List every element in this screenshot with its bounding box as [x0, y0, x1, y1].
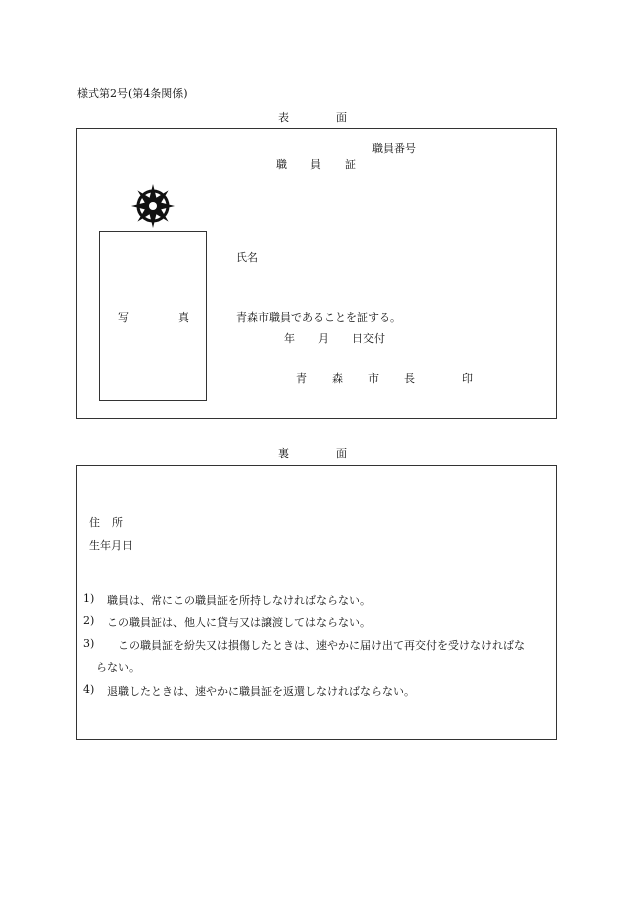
rule-4-text: 退職したときは、速やかに職員証を返還しなければならない。: [107, 685, 415, 698]
rule-1-number: 1): [83, 592, 95, 605]
form-number-header: 様式第2号(第4条関係): [77, 87, 188, 100]
photo-label-char-1: 写: [118, 311, 129, 324]
rule-2-text: この職員証は、他人に貸与又は譲渡してはならない。: [107, 616, 371, 629]
rule-3-number: 3): [83, 637, 95, 650]
front-heading-1: 表: [278, 111, 289, 124]
back-heading-2: 面: [336, 447, 347, 460]
front-heading-2: 面: [336, 111, 347, 124]
rule-3-continuation: らない。: [96, 661, 140, 674]
mayor-char-4: 長: [404, 372, 415, 385]
rule-3-text: この職員証を紛失又は損傷したときは、速やかに届け出て再交付を受けなければな: [118, 639, 525, 652]
card-title-char-3: 証: [345, 158, 356, 171]
card-title-char-2: 員: [310, 158, 321, 171]
name-label: 氏名: [236, 251, 258, 264]
date-issued: 日交付: [352, 332, 385, 345]
mayor-char-3: 市: [368, 372, 379, 385]
address-char-1: 住: [89, 516, 100, 529]
photo-label-char-2: 真: [178, 311, 189, 324]
seal-label: 印: [462, 372, 473, 385]
card-title-char-1: 職: [276, 158, 287, 171]
staff-number-label: 職員番号: [372, 142, 416, 155]
rule-1-text: 職員は、常にこの職員証を所持しなければならない。: [107, 594, 371, 607]
city-emblem-icon: [130, 183, 176, 229]
certify-text: 青森市職員であることを証する。: [236, 311, 401, 324]
rule-2-number: 2): [83, 614, 95, 627]
address-char-2: 所: [112, 516, 123, 529]
mayor-char-1: 青: [296, 372, 307, 385]
rule-4-number: 4): [83, 683, 95, 696]
birthdate-label: 生年月日: [89, 539, 133, 552]
mayor-char-2: 森: [332, 372, 343, 385]
date-month: 月: [318, 332, 329, 345]
back-heading-1: 裏: [278, 447, 289, 460]
photo-box: [99, 231, 207, 401]
date-year: 年: [284, 332, 295, 345]
